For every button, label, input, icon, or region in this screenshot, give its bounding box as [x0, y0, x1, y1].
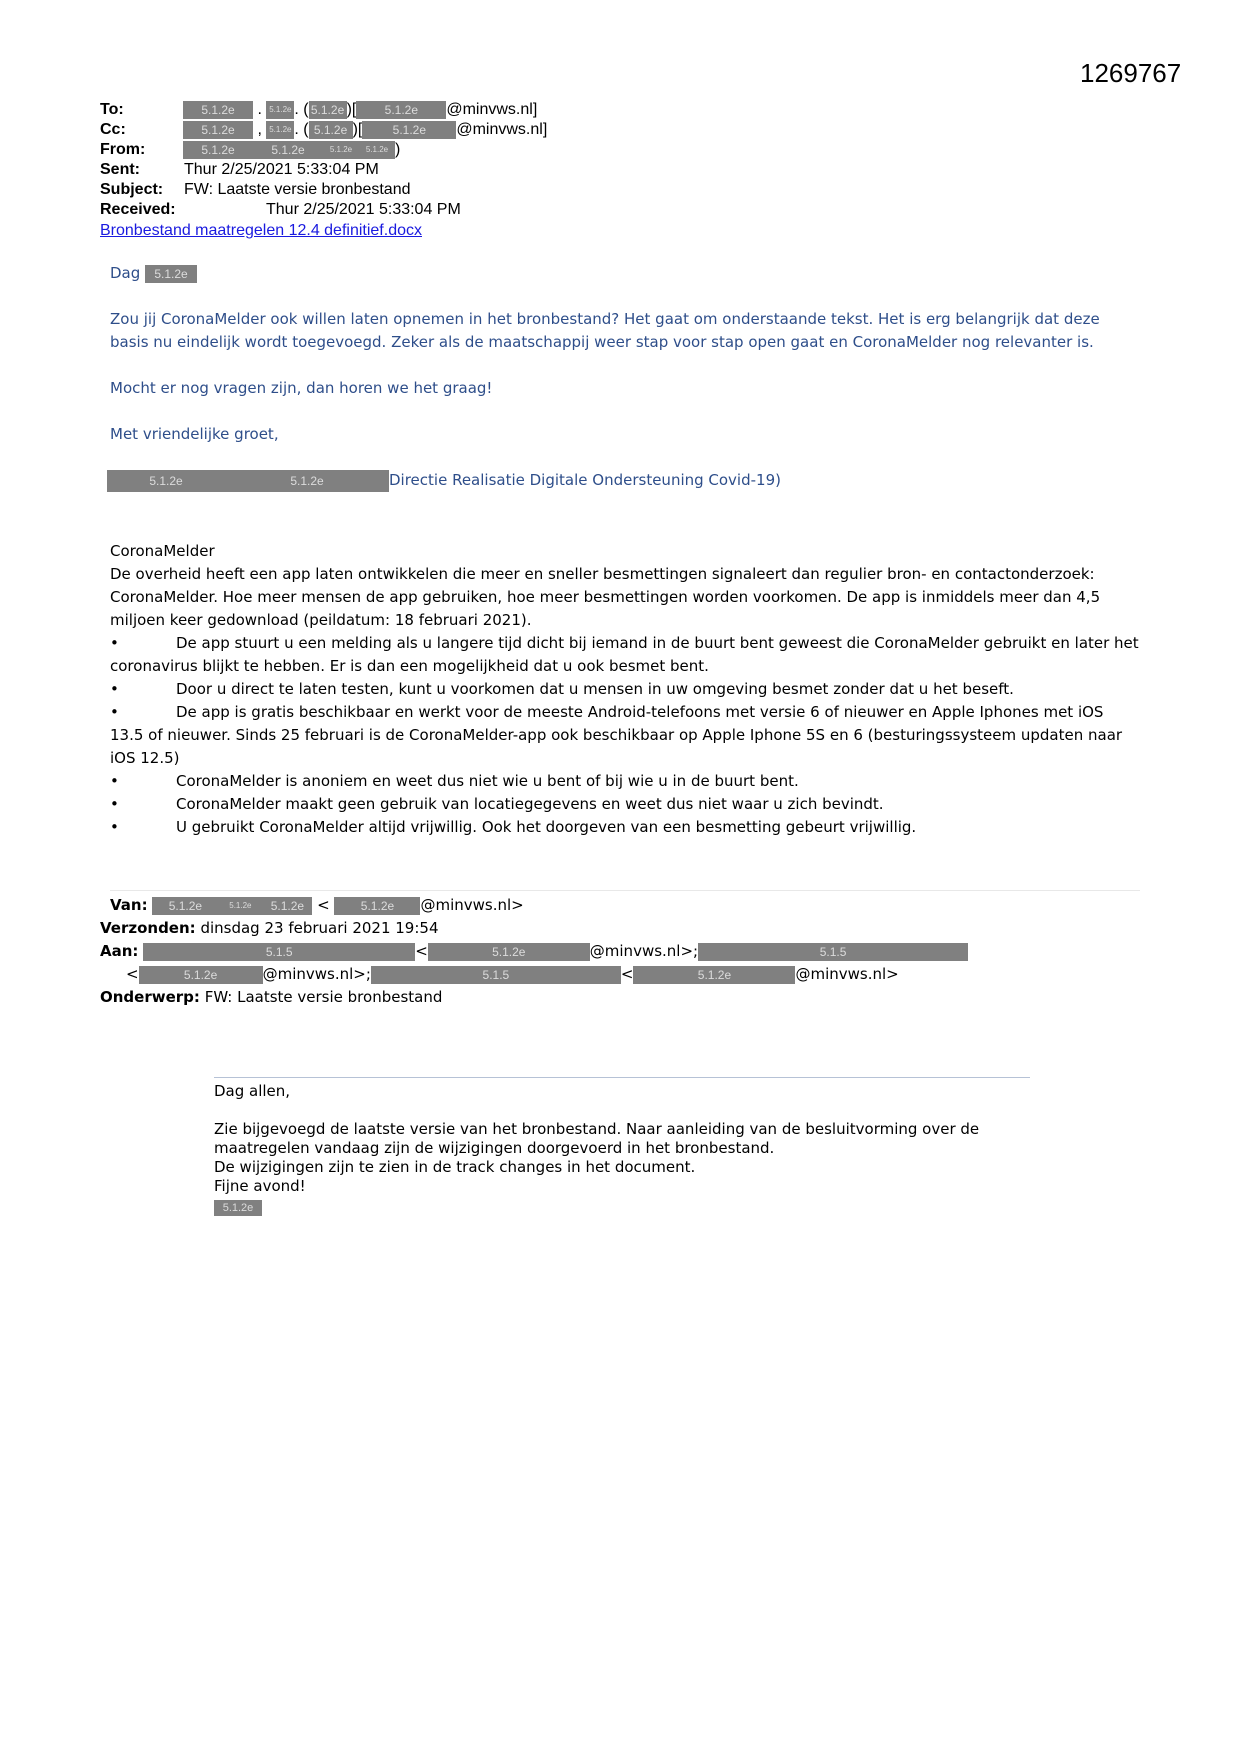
- redaction-box: 5.1.2e: [218, 897, 262, 915]
- received-label: Received:: [100, 201, 176, 218]
- bullet-item: • CoronaMelder maakt geen gebruik van locatiegegevens en weet dus niet waar u zich bevindt.: [110, 793, 1140, 816]
- bullet-marker: •: [110, 818, 119, 836]
- redaction-box: 5.1.2e: [309, 121, 353, 139]
- aan-tail: @minvws.nl>: [795, 965, 899, 983]
- redaction-box: 5.1.2e: [262, 897, 312, 915]
- redaction-box: 5.1.2e: [183, 141, 253, 159]
- signature: [107, 469, 1140, 492]
- redaction-box: 5.1.2e: [633, 966, 795, 984]
- paragraph: Zou jij CoronaMelder ook willen laten opnemen in het bronbestand? Het gaat om onderstaande tekst. Het is erg belangrijk dat deze basis nu eindelijk wordt toegevoegd. Zeker als de maatschappij weer stap voor stap open gaat en CoronaMelder nog relevanter is.: [110, 310, 1100, 351]
- onderwerp-row: [100, 986, 1140, 1009]
- paragraph: De wijzigingen zijn te zien in de track changes in het document.: [214, 1158, 696, 1176]
- sent-value: Thur 2/25/2021 5:33:04 PM: [184, 161, 379, 178]
- redaction-box: 5.1.2e: [309, 101, 347, 119]
- redaction-box: 5.1.2e: [356, 101, 446, 119]
- subject-value: FW: Laatste versie bronbestand: [184, 181, 411, 198]
- bullet-marker: •: [110, 772, 119, 790]
- redaction-box: 5.1.2e: [152, 897, 218, 915]
- redaction-box: 5.1.2e: [183, 121, 253, 139]
- paragraph: Zie bijgevoegd de laatste versie van het bronbestand. Naar aanleiding van de besluitvorming over de maatregelen vandaag zijn de wijzigingen doorgevoerd in het bronbestand.: [214, 1120, 980, 1157]
- cc-label: Cc:: [100, 121, 126, 138]
- bullet-marker: •: [110, 795, 119, 813]
- greeting: Dag allen,: [214, 1082, 291, 1100]
- redaction-box: 5.1.2e: [214, 1200, 262, 1216]
- sent-label: Sent:: [100, 161, 140, 178]
- bullet-marker: •: [110, 703, 119, 721]
- redaction-box: 5.1.5: [143, 943, 415, 961]
- redaction-box: 5.1.2e: [145, 265, 197, 283]
- redaction-box: 5.1.2e: [428, 943, 590, 961]
- bullet-item: • De app stuurt u een melding als u langere tijd dicht bij iemand in de buurt bent geweest die CoronaMelder gebruikt en later het coronavirus blijkt te hebben. Er is dan een mogelijkheid dat u ook besmet bent.: [110, 634, 1139, 675]
- verzonden-label: Verzonden:: [100, 919, 196, 937]
- aan-tail: @minvws.nl>;: [589, 942, 699, 960]
- to-label: To:: [100, 101, 124, 118]
- van-row: Van: 5.1.2e 5.1.2e 5.1.2e < 5.1.2e @minvws.nl>: [110, 896, 524, 914]
- greeting: Dag: [110, 264, 141, 282]
- from-label: From:: [100, 141, 146, 158]
- section-title: CoronaMelder: [110, 542, 215, 560]
- redaction-box: 5.1.2e: [334, 897, 420, 915]
- aan-row: Aan: 5.1.5 < 5.1.2e @minvws.nl>; 5.1.5: [100, 940, 1140, 963]
- subject-label: Subject:: [100, 181, 164, 198]
- message-body: [110, 262, 1140, 492]
- divider: [110, 890, 1140, 891]
- bullet-marker: •: [110, 680, 119, 698]
- van-tail: @minvws.nl>: [420, 896, 524, 914]
- redaction-box: 5.1.2e: [359, 141, 395, 159]
- redaction-box: 5.1.2e: [183, 101, 253, 119]
- document-number: 1269767: [1080, 58, 1182, 88]
- forwarded-message: [214, 1080, 1044, 1217]
- redaction-box: 5.1.2e: [323, 141, 359, 159]
- onderwerp-label: Onderwerp:: [100, 988, 200, 1006]
- redaction-box: 5.1.2e: [139, 966, 263, 984]
- forward-header: [100, 894, 1140, 1009]
- redaction-box: 5.1.2e: [107, 470, 225, 492]
- bullet-item: • De app is gratis beschikbaar en werkt voor de meeste Android-telefoons met versie 6 of nieuwer en Apple Iphones met iOS 13.5 of nieuwer. Sinds 25 februari is de CoronaMelder-app ook beschikbaar op Apple Iphone 5S en 6 (besturingssysteem updaten naar iOS 12.5): [110, 703, 1123, 767]
- signature-tail: Directie Realisatie Digitale Ondersteuning Covid-19): [389, 471, 781, 489]
- paragraph: Fijne avond!: [214, 1177, 306, 1195]
- redaction-box: 5.1.2e: [362, 121, 456, 139]
- redaction-box: 5.1.5: [371, 966, 621, 984]
- redaction-box: 5.1.2e: [266, 121, 294, 139]
- to-address-tail: @minvws.nl]: [446, 101, 538, 118]
- redaction-box: 5.1.2e: [225, 470, 389, 492]
- bullet-item: • Door u direct te laten testen, kunt u voorkomen dat u mensen in uw omgeving besmet zonder dat u het beseft.: [110, 678, 1140, 701]
- bullet-marker: •: [110, 634, 119, 652]
- bullet-item: • U gebruikt CoronaMelder altijd vrijwillig. Ook het doorgeven van een besmetting gebeurt vrijwillig.: [110, 816, 1140, 839]
- aan-label: Aan:: [100, 942, 139, 960]
- onderwerp-value: FW: Laatste versie bronbestand: [204, 988, 443, 1006]
- van-label: Van:: [110, 896, 148, 914]
- bullet-item: • CoronaMelder is anoniem en weet dus niet wie u bent of bij wie u in de buurt bent.: [110, 770, 1140, 793]
- redaction-box: 5.1.2e: [253, 141, 323, 159]
- divider: [214, 1077, 1030, 1078]
- redaction-box: 5.1.5: [698, 943, 968, 961]
- intro-paragraph: De overheid heeft een app laten ontwikkelen die meer en sneller besmettingen signaleert dan regulier bron- en contactonderzoek: CoronaMelder. Hoe meer mensen de app gebruiken, hoe meer besmettingen worden voorkomen. De app is inmiddels meer dan 4,5 miljoen keer gedownload (peildatum: 18 februari 2021).: [110, 565, 1101, 629]
- redaction-box: 5.1.2e: [266, 101, 294, 119]
- closing: Met vriendelijke groet,: [110, 425, 279, 443]
- verzonden-row: [100, 917, 1140, 940]
- paragraph: Mocht er nog vragen zijn, dan horen we het graag!: [110, 379, 493, 397]
- coronamelder-section: [110, 540, 1140, 839]
- received-value: Thur 2/25/2021 5:33:04 PM: [266, 201, 461, 218]
- aan-tail: @minvws.nl>;: [262, 965, 371, 983]
- attachment-link[interactable]: Bronbestand maatregelen 12.4 definitief.docx: [100, 222, 422, 239]
- cc-address-tail: @minvws.nl]: [456, 121, 548, 138]
- verzonden-value: dinsdag 23 februari 2021 19:54: [200, 919, 439, 937]
- aan-row-continued: < 5.1.2e @minvws.nl>; 5.1.5 < 5.1.2e @minvws.nl>: [126, 965, 899, 983]
